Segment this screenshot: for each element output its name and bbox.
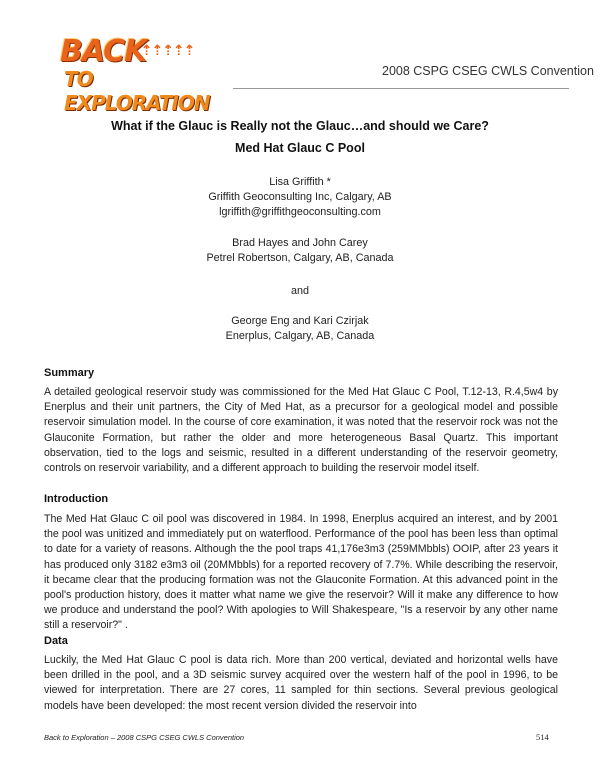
- introduction-paragraph: The Med Hat Glauc C oil pool was discovered in 1984. In 1998, Enerplus acquired an interest, and by 2001 the pool was unitized and immediately put on waterflood. Performance of the pool has been less than optimal to date for a variety of reasons. Although the the pool traps 41,176e3m3 (259MMbbls) OOIP, after 23 years it has produced only 3182 e3m3 oil (20MMbbls) for a reported recovery of 7.7%. While describing the reservoir, it became clear that the producing formation was not the Glauconite Formation. At this advanced point in the pool's production history, does it matter what name we give the reservoir? Will it make any difference to how we produce and understand the pool? With apologies to Will Shakespeare, "Is a reservoir by any other name still a reservoir?" .: [44, 513, 558, 632]
- logo-text-back: BACK: [60, 34, 147, 69]
- author-names: Brad Hayes and John Carey: [232, 237, 368, 249]
- footer-convention: Back to Exploration – 2008 CSPG CSEG CWLS Convention: [44, 733, 245, 742]
- author-names: George Eng and Kari Czirjak: [231, 315, 369, 327]
- data-paragraph: Luckily, the Med Hat Glauc C pool is data rich. More than 200 vertical, deviated and horizontal wells have been drilled in the pool, and a 3D seismic survey acquired over the western half of the pool in 1996, to be viewed for interpretation. There are 27 cores, 11 sampled for thin sections. Several previous geological models have been developed: the most recent version divided the reservoir into: [44, 654, 558, 712]
- author-block-1: [40, 175, 560, 220]
- logo-arrows-icon: ⇡⇡⇡⇡⇡⇡: [130, 42, 195, 58]
- convention-title: 2008 CSPG CSEG CWLS Convention: [382, 64, 594, 78]
- logo-text-exploration: TO EXPLORATION: [64, 67, 210, 115]
- header-divider: [233, 88, 569, 89]
- introduction-heading: Introduction: [44, 493, 109, 505]
- and-text: and: [290, 285, 309, 297]
- author-block-2: [40, 236, 560, 266]
- page-number: 514: [536, 732, 549, 742]
- author-name: Lisa Griffith *: [269, 176, 331, 188]
- author-affiliation: Enerplus, Calgary, AB, Canada: [225, 330, 375, 342]
- summary-heading: Summary: [44, 367, 95, 379]
- paper-subtitle: Med Hat Glauc C Pool: [235, 141, 365, 155]
- author-affiliation: Griffith Geoconsulting Inc, Calgary, AB: [208, 191, 392, 203]
- author-affiliation: Petrel Robertson, Calgary, AB, Canada: [206, 252, 394, 264]
- data-heading: Data: [44, 635, 68, 647]
- author-email: lgriffith@griffithgeoconsulting.com: [219, 206, 381, 218]
- author-conjunction: [40, 284, 560, 299]
- page-header: [0, 0, 600, 115]
- paper-title: What if the Glauc is Really not the Glauc…and should we Care?: [111, 119, 489, 133]
- back-to-exploration-logo: [60, 34, 225, 115]
- author-block-3: [40, 314, 560, 344]
- summary-paragraph: A detailed geological reservoir study was commissioned for the Med Hat Glauc C Pool, T.12-13, R.4,5w4 by Enerplus and their unit partners, the City of Med Hat, as a precursor for a geological model and possible reservoir simulation model. In the course of core examination, it was noted that the reservoir rock was not the Glauconite Formation, but rather the older and more heterogeneous Basal Quartz. This important observation, tied to the logs and seismic, resulted in a different understanding of the reservoir geometry, controls on reservoir variability, and a different approach to building the reservoir model itself.: [44, 386, 558, 475]
